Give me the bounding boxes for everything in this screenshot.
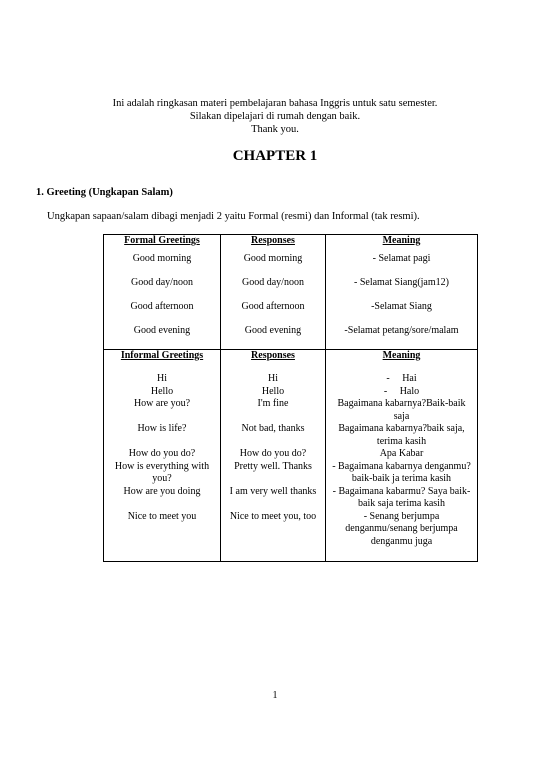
formal-response: Good morning [221, 253, 326, 277]
formal-greeting: Good morning [104, 253, 221, 277]
formal-response: Good day/noon [221, 277, 326, 301]
formal-meaning: - Selamat Siang(jam12) [326, 277, 478, 301]
formal-header-row [104, 235, 478, 254]
section-heading: 1. Greeting (Ungkapan Salam) [36, 187, 173, 198]
informal-response: Not bad, thanks [221, 423, 326, 448]
informal-meaning [326, 368, 478, 423]
informal-meaning: Apa Kabar [326, 448, 478, 461]
table-row [104, 301, 478, 325]
informal-greeting: How are you doing [104, 486, 221, 511]
table-row [104, 423, 478, 448]
meaning-hello: - Halo [383, 385, 420, 397]
intro-line-1: Ini adalah ringkasan materi pembelajaran bahasa Inggris untuk satu semester. [112, 98, 438, 109]
greeting-hi: Hi [157, 373, 167, 384]
formal-response: Good evening [221, 325, 326, 350]
informal-meaning: - Bagaimana kabarnya denganmu?baik-baik ja terima kasih [326, 461, 478, 486]
meaning-hi: - Hai [386, 373, 417, 384]
formal-greeting: Good day/noon [104, 277, 221, 301]
table-row [104, 486, 478, 511]
response-how-are-you: I'm fine [257, 398, 289, 409]
table-row [104, 277, 478, 301]
informal-greeting [104, 368, 221, 423]
greeting-hello: Hello [150, 385, 174, 397]
page-number: 1 [272, 690, 278, 701]
formal-meaning: - Selamat pagi [326, 253, 478, 277]
informal-response: I am very well thanks [221, 486, 326, 511]
informal-greeting: How is life? [104, 423, 221, 448]
table-row [104, 253, 478, 277]
table-row [104, 511, 478, 562]
formal-header-greetings: Formal Greetings [104, 235, 221, 254]
informal-meaning: - Senang berjumpa denganmu/senang berjumpa denganmu juga [326, 511, 478, 562]
response-hi: Hi [268, 373, 278, 384]
intro-line-2: Silakan dipelajari di rumah dengan baik. [189, 111, 361, 122]
formal-header-responses: Responses [221, 235, 326, 254]
formal-meaning: -Selamat petang/sore/malam [326, 325, 478, 350]
informal-greeting: How do you do? [104, 448, 221, 461]
informal-greeting: Nice to meet you [104, 511, 221, 562]
informal-header-row [104, 350, 478, 369]
table-row [104, 325, 478, 350]
informal-meaning: - Bagaimana kabarmu? Saya baik-baik saja terima kasih [326, 486, 478, 511]
informal-response: Nice to meet you, too [221, 511, 326, 562]
intro-text [0, 97, 550, 136]
informal-meaning: Bagaimana kabarnya?baik saja, terima kasih [326, 423, 478, 448]
formal-header-meaning: Meaning [326, 235, 478, 254]
informal-response: Pretty well. Thanks [221, 461, 326, 486]
greeting-how-are-you: How are you? [133, 398, 191, 409]
informal-response: How do you do? [221, 448, 326, 461]
informal-response [221, 368, 326, 423]
table-row [104, 448, 478, 461]
response-hello: Hello [261, 385, 285, 397]
informal-header-responses: Responses [221, 350, 326, 369]
meaning-how-are-you: Bagaimana kabarnya?Baik-baik saja [337, 398, 466, 422]
chapter-title: CHAPTER 1 [232, 148, 318, 164]
table-row [104, 461, 478, 486]
intro-line-3: Thank you. [251, 124, 299, 135]
table-row [104, 368, 478, 423]
informal-greeting: How is everything with you? [104, 461, 221, 486]
formal-response: Good afternoon [221, 301, 326, 325]
formal-greeting: Good afternoon [104, 301, 221, 325]
informal-header-meaning: Meaning [326, 350, 478, 369]
section-intro: Ungkapan sapaan/salam dibagi menjadi 2 yaitu Formal (resmi) dan Informal (tak resmi). [47, 211, 420, 222]
greetings-table [103, 234, 478, 562]
formal-meaning: -Selamat Siang [326, 301, 478, 325]
formal-greeting: Good evening [104, 325, 221, 350]
informal-header-greetings: Informal Greetings [104, 350, 221, 369]
